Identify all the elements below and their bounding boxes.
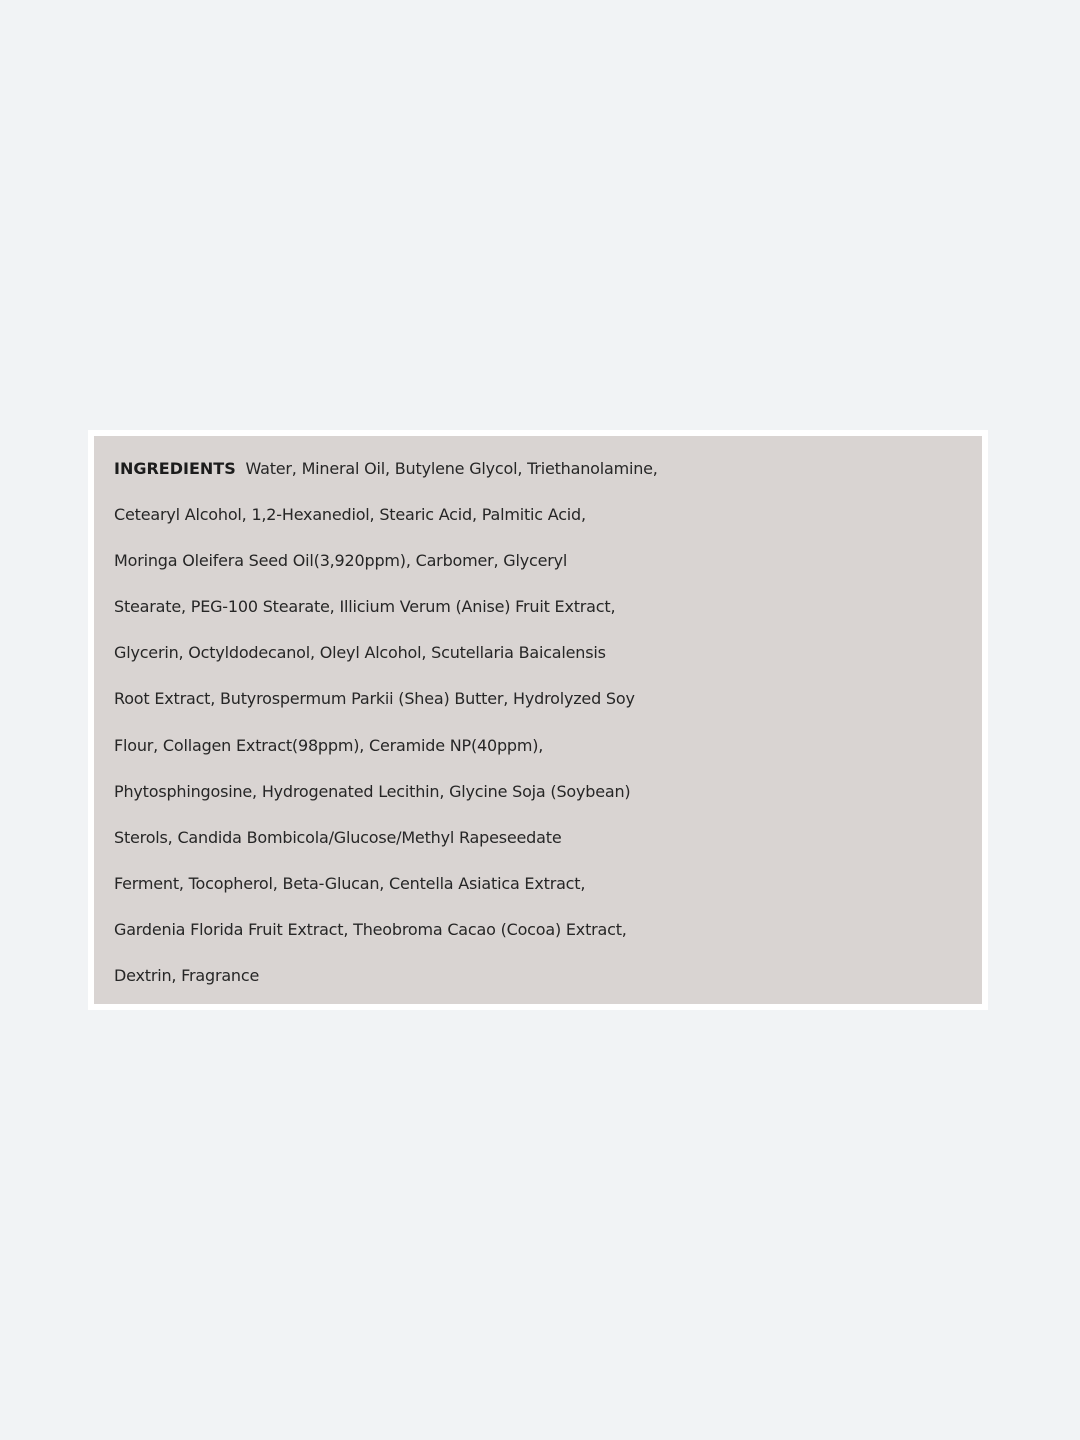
ingredients-line-text: Water, Mineral Oil, Butylene Glycol, Triethanolamine,: [245, 459, 658, 478]
ingredients-text: [114, 446, 974, 999]
ingredients-line: Stearate, PEG-100 Stearate, Illicium Verum (Anise) Fruit Extract,: [114, 597, 616, 617]
ingredients-heading: INGREDIENTS: [114, 459, 236, 478]
ingredients-line: Flour, Collagen Extract(98ppm), Ceramide NP(40ppm),: [114, 735, 544, 755]
ingredients-panel: [94, 436, 982, 1004]
ingredients-line: Moringa Oleifera Seed Oil(3,920ppm), Carbomer, Glyceryl: [114, 551, 568, 571]
ingredients-line: [114, 446, 974, 492]
ingredients-line: Cetearyl Alcohol, 1,2-Hexanediol, Stearic Acid, Palmitic Acid,: [114, 505, 586, 525]
ingredients-line: Sterols, Candida Bombicola/Glucose/Methyl Rapeseedate: [114, 827, 562, 847]
ingredients-line: Glycerin, Octyldodecanol, Oleyl Alcohol, Scutellaria Baicalensis: [114, 643, 606, 663]
ingredients-line: Ferment, Tocopherol, Beta-Glucan, Centella Asiatica Extract,: [114, 873, 586, 893]
ingredients-label: [88, 430, 988, 1010]
ingredients-line: Gardenia Florida Fruit Extract, Theobroma Cacao (Cocoa) Extract,: [114, 919, 627, 939]
ingredients-line: Dextrin, Fragrance: [114, 966, 260, 986]
ingredients-line: Phytosphingosine, Hydrogenated Lecithin, Glycine Soja (Soybean): [114, 781, 631, 801]
ingredients-line: Root Extract, Butyrospermum Parkii (Shea) Butter, Hydrolyzed Soy: [114, 689, 635, 709]
